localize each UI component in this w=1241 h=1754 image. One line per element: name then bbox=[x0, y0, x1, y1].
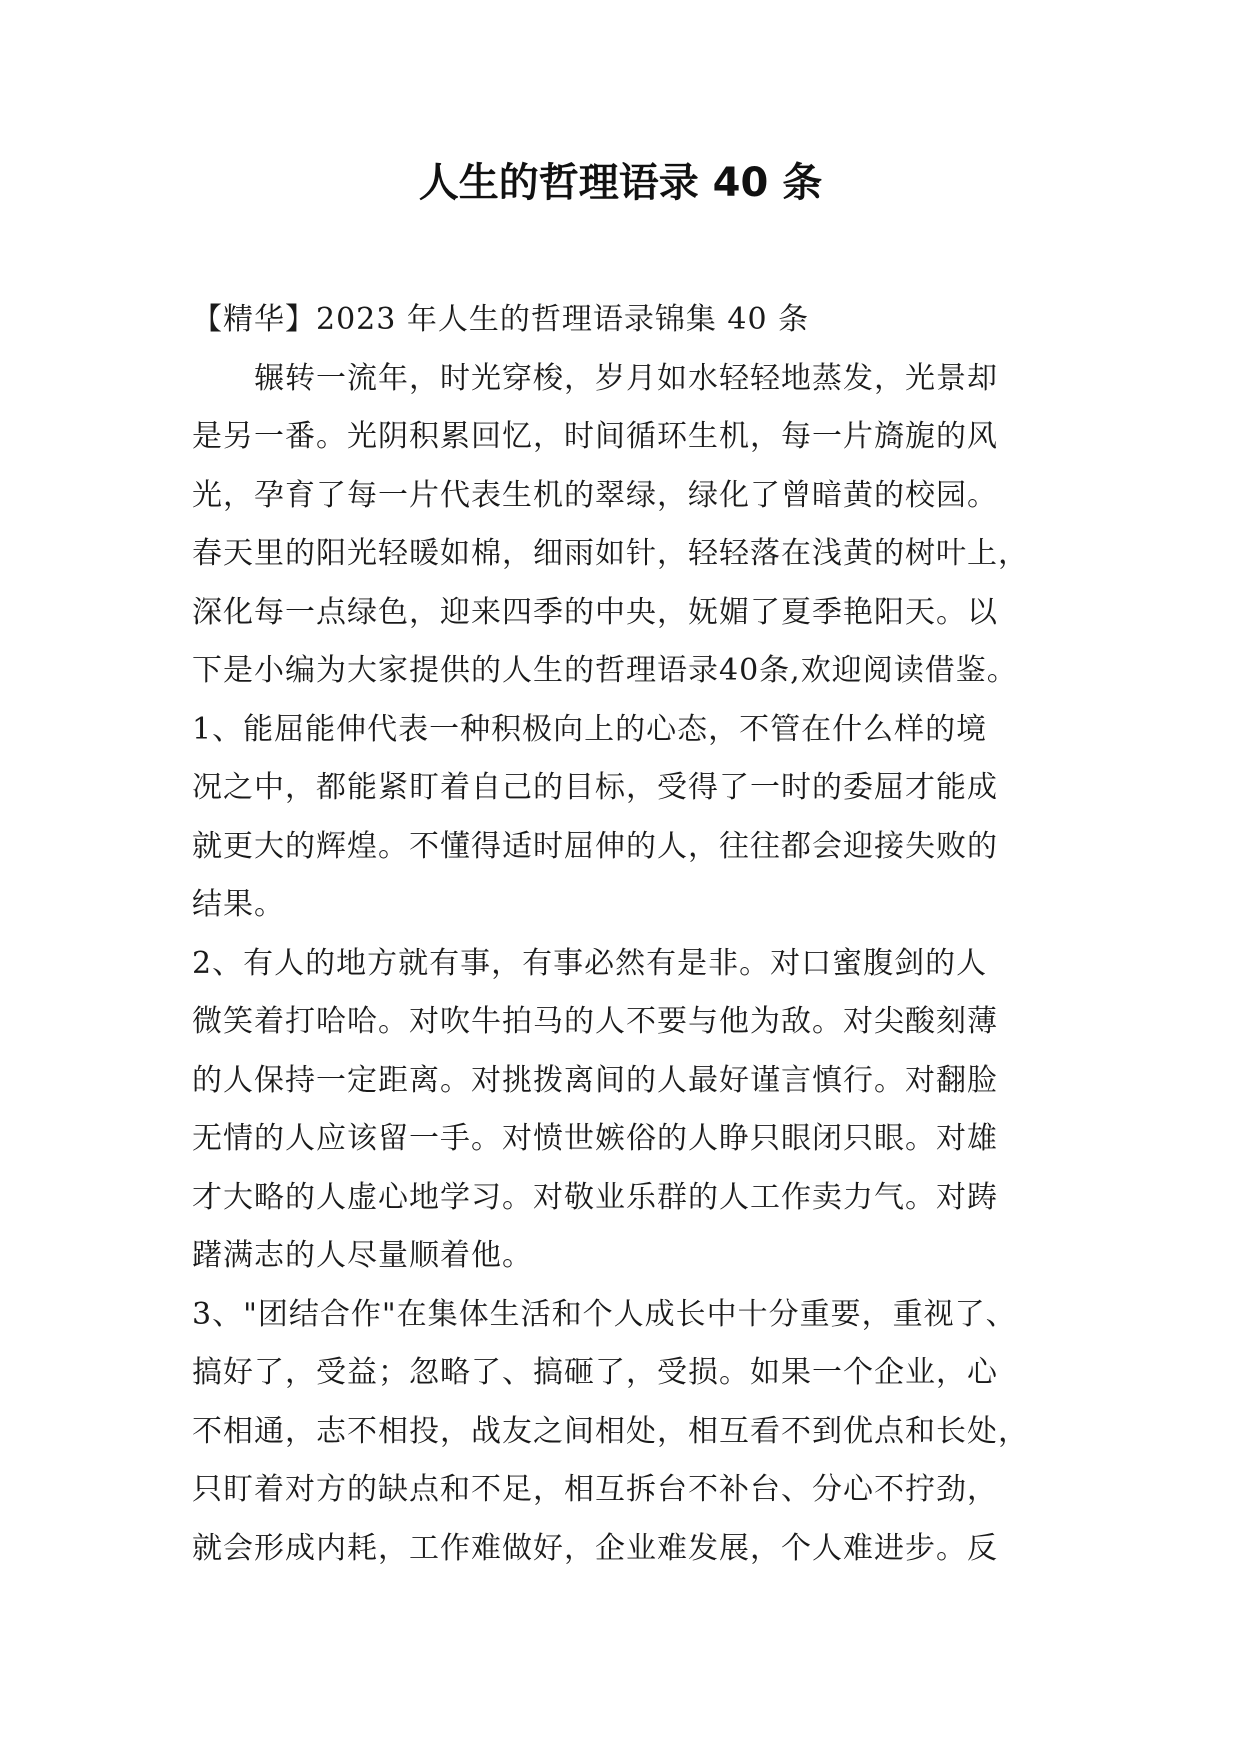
text-line: 结果。 bbox=[192, 887, 285, 922]
text-line: 深化每一点绿色，迎来四季的中央，妩媚了夏季艳阳天。以 bbox=[192, 594, 998, 630]
text-line: 只盯着对方的缺点和不足，相互拆台不补台、分心不拧劲， bbox=[192, 1472, 998, 1507]
text-line: 才大略的人虚心地学习。对敬业乐群的人工作卖力气。对踌 bbox=[192, 1179, 998, 1215]
text-line: 微笑着打哈哈。对吹牛拍马的人不要与他为敌。对尖酸刻薄 bbox=[192, 1004, 998, 1039]
text-line: 搞好了，受益；忽略了、搞砸了，受损。如果一个企业，心 bbox=[192, 1355, 998, 1390]
text-line: 辗转一流年，时光穿梭，岁月如水轻轻地蒸发，光景却 bbox=[254, 360, 998, 396]
text-line: 无情的人应该留一手。对愤世嫉俗的人睁只眼闭只眼。对雄 bbox=[192, 1121, 998, 1156]
text-line: 春天里的阳光轻暖如棉，细雨如针，轻轻落在浅黄的树叶上， bbox=[192, 536, 1029, 571]
text-line: 是另一番。光阴积累回忆，时间循环生机，每一片旖旎的风 bbox=[192, 419, 998, 454]
text-line: 3、"团结合作"在集体生活和个人成长中十分重要，重视了、 bbox=[192, 1296, 1017, 1332]
subtitle-line: 【精华】2023 年人生的哲理语录锦集 40 条 bbox=[192, 302, 810, 337]
text-line: 躇满志的人尽量顺着他。 bbox=[192, 1238, 533, 1273]
document-body bbox=[192, 291, 1072, 1578]
text-line: 就会形成内耗，工作难做好，企业难发展，个人难进步。反 bbox=[192, 1530, 998, 1566]
text-line: 况之中，都能紧盯着自己的目标，受得了一时的委屈才能成 bbox=[192, 770, 998, 805]
text-line: 光，孕育了每一片代表生机的翠绿，绿化了曾暗黄的校园。 bbox=[192, 477, 998, 513]
text-line: 2、有人的地方就有事，有事必然有是非。对口蜜腹剑的人 bbox=[192, 945, 988, 981]
text-line: 的人保持一定距离。对挑拨离间的人最好谨言慎行。对翻脸 bbox=[192, 1062, 998, 1098]
text-line: 1、能屈能伸代表一种积极向上的心态，不管在什么样的境 bbox=[192, 711, 988, 747]
document-title: 人生的哲理语录 40 条 bbox=[418, 160, 823, 206]
text-line: 就更大的辉煌。不懂得适时屈伸的人，往往都会迎接失败的 bbox=[192, 828, 998, 864]
text-line: 下是小编为大家提供的人生的哲理语录40条,欢迎阅读借鉴。 bbox=[192, 653, 1018, 688]
text-line: 不相通，志不相投，战友之间相处，相互看不到优点和长处， bbox=[192, 1413, 1029, 1449]
